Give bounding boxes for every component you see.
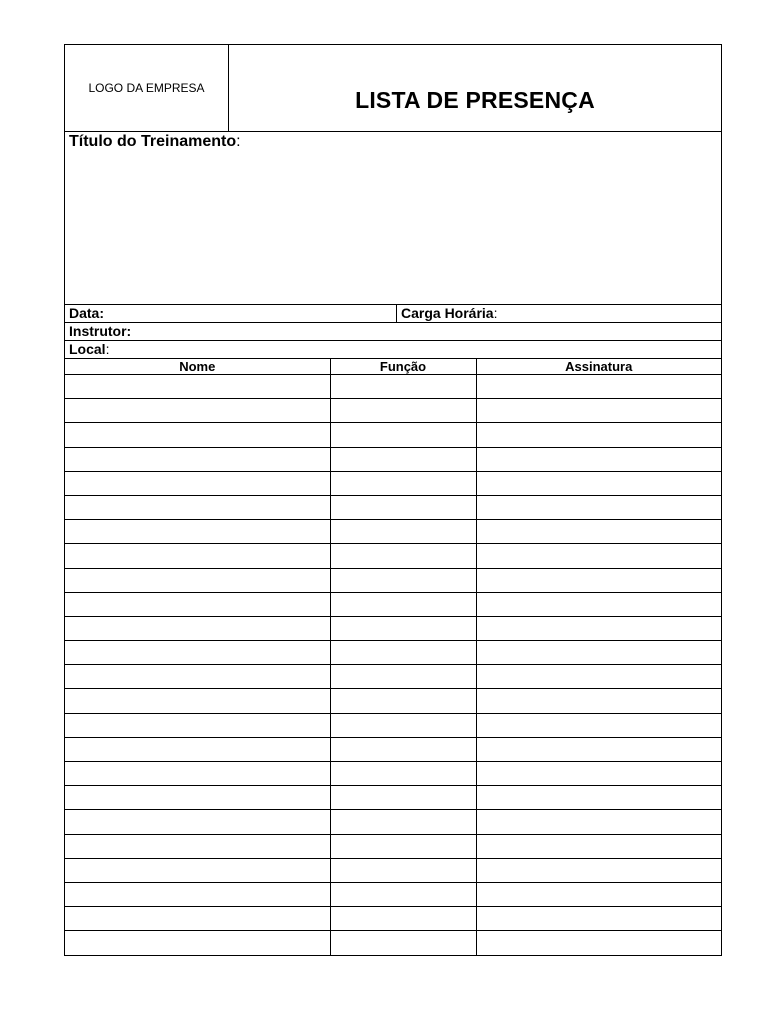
role-cell[interactable] [330, 665, 476, 689]
role-cell[interactable] [330, 495, 476, 519]
table-row [65, 399, 721, 423]
role-cell[interactable] [330, 568, 476, 592]
page-title: LISTA DE PRESENÇA [355, 87, 595, 113]
role-cell[interactable] [330, 423, 476, 447]
role-cell[interactable] [330, 447, 476, 471]
table-row [65, 810, 721, 834]
name-cell[interactable] [65, 375, 330, 399]
table-header-row [65, 359, 721, 375]
role-cell[interactable] [330, 810, 476, 834]
table-row [65, 641, 721, 665]
table-row [65, 544, 721, 568]
signature-cell[interactable] [476, 447, 721, 471]
signature-cell[interactable] [476, 882, 721, 906]
name-cell[interactable] [65, 931, 330, 955]
signature-cell[interactable] [476, 665, 721, 689]
signature-cell[interactable] [476, 471, 721, 495]
date-field[interactable] [65, 305, 397, 322]
name-cell[interactable] [65, 713, 330, 737]
signature-cell[interactable] [476, 641, 721, 665]
signature-cell[interactable] [476, 568, 721, 592]
role-cell[interactable] [330, 931, 476, 955]
name-cell[interactable] [65, 471, 330, 495]
date-label: Data: [69, 305, 105, 321]
role-cell[interactable] [330, 471, 476, 495]
table-row [65, 713, 721, 737]
table-row [65, 882, 721, 906]
signature-cell[interactable] [476, 786, 721, 810]
workload-colon: : [493, 305, 498, 321]
role-cell[interactable] [330, 641, 476, 665]
name-cell[interactable] [65, 858, 330, 882]
signature-cell[interactable] [476, 810, 721, 834]
role-cell[interactable] [330, 907, 476, 931]
role-cell[interactable] [330, 786, 476, 810]
name-cell[interactable] [65, 568, 330, 592]
column-header-signature: Assinatura [476, 359, 721, 375]
table-row [65, 447, 721, 471]
table-row [65, 786, 721, 810]
table-row [65, 689, 721, 713]
instructor-label: Instrutor: [69, 323, 132, 339]
signature-cell[interactable] [476, 399, 721, 423]
table-row [65, 568, 721, 592]
role-cell[interactable] [330, 713, 476, 737]
location-colon: : [105, 341, 110, 357]
column-header-role: Função [330, 359, 476, 375]
table-row [65, 665, 721, 689]
table-row [65, 495, 721, 519]
role-cell[interactable] [330, 520, 476, 544]
instructor-field[interactable] [65, 323, 721, 341]
signature-cell[interactable] [476, 907, 721, 931]
role-cell[interactable] [330, 616, 476, 640]
signature-cell[interactable] [476, 713, 721, 737]
role-cell[interactable] [330, 737, 476, 761]
name-cell[interactable] [65, 762, 330, 786]
table-row [65, 375, 721, 399]
table-row [65, 616, 721, 640]
table-row [65, 471, 721, 495]
training-title-field[interactable] [65, 132, 721, 305]
table-row [65, 423, 721, 447]
role-cell[interactable] [330, 858, 476, 882]
signature-cell[interactable] [476, 616, 721, 640]
role-cell[interactable] [330, 375, 476, 399]
name-cell[interactable] [65, 520, 330, 544]
table-row [65, 858, 721, 882]
role-cell[interactable] [330, 399, 476, 423]
signature-cell[interactable] [476, 375, 721, 399]
signature-cell[interactable] [476, 858, 721, 882]
name-cell[interactable] [65, 399, 330, 423]
name-cell[interactable] [65, 834, 330, 858]
name-cell[interactable] [65, 810, 330, 834]
table-row [65, 737, 721, 761]
signature-cell[interactable] [476, 737, 721, 761]
table-row [65, 762, 721, 786]
sheet-header [65, 45, 721, 132]
name-cell[interactable] [65, 786, 330, 810]
attendance-table-body [65, 375, 721, 955]
signature-cell[interactable] [476, 689, 721, 713]
workload-label: Carga Horária [401, 305, 494, 321]
table-row [65, 907, 721, 931]
date-hours-row [65, 305, 721, 323]
signature-cell[interactable] [476, 762, 721, 786]
location-label: Local [69, 341, 106, 357]
signature-cell[interactable] [476, 495, 721, 519]
role-cell[interactable] [330, 762, 476, 786]
name-cell[interactable] [65, 907, 330, 931]
table-row [65, 592, 721, 616]
table-row [65, 520, 721, 544]
attendance-table [65, 359, 721, 955]
name-cell[interactable] [65, 882, 330, 906]
signature-cell[interactable] [476, 931, 721, 955]
signature-cell[interactable] [476, 520, 721, 544]
name-cell[interactable] [65, 641, 330, 665]
name-cell[interactable] [65, 447, 330, 471]
signature-cell[interactable] [476, 544, 721, 568]
attendance-sheet [64, 44, 722, 956]
signature-cell[interactable] [476, 423, 721, 447]
name-cell[interactable] [65, 495, 330, 519]
role-cell[interactable] [330, 882, 476, 906]
training-title-label: Título do Treinamento [69, 133, 237, 150]
table-row [65, 834, 721, 858]
location-field[interactable] [65, 341, 721, 359]
role-cell[interactable] [330, 544, 476, 568]
column-header-name: Nome [65, 359, 330, 375]
signature-cell[interactable] [476, 834, 721, 858]
name-cell[interactable] [65, 544, 330, 568]
company-logo-placeholder: LOGO DA EMPRESA [65, 45, 229, 131]
name-cell[interactable] [65, 423, 330, 447]
name-cell[interactable] [65, 616, 330, 640]
training-title-colon: : [236, 133, 241, 150]
role-cell[interactable] [330, 834, 476, 858]
name-cell[interactable] [65, 737, 330, 761]
signature-cell[interactable] [476, 592, 721, 616]
role-cell[interactable] [330, 592, 476, 616]
workload-field[interactable] [397, 305, 721, 322]
name-cell[interactable] [65, 592, 330, 616]
name-cell[interactable] [65, 665, 330, 689]
name-cell[interactable] [65, 689, 330, 713]
role-cell[interactable] [330, 689, 476, 713]
table-row [65, 931, 721, 955]
